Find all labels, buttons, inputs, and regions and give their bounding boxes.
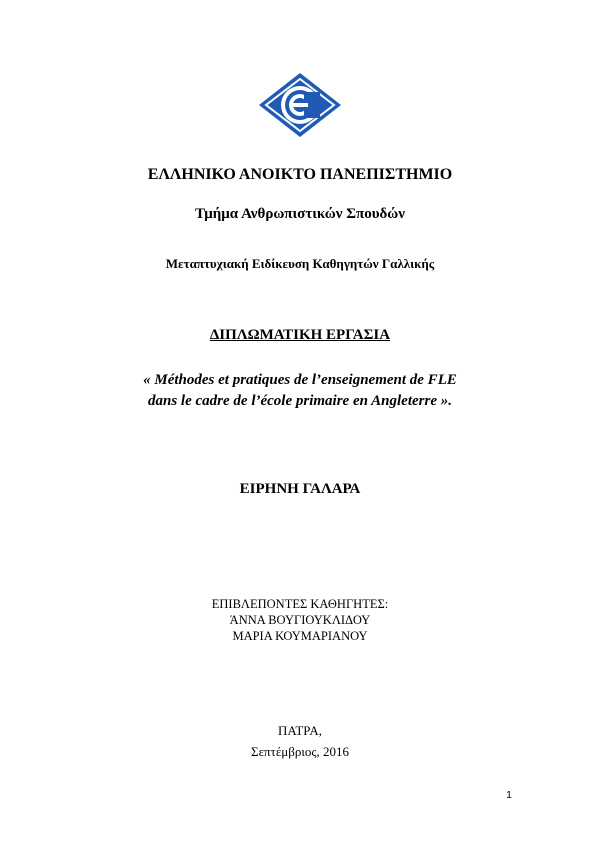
thesis-title-line-1: « Méthodes et pratiques de l’enseignement de FLE	[143, 372, 457, 388]
date: Σεπτέμβριος, 2016	[251, 744, 349, 759]
supervisor-name-2: ΜΑΡΙΑ ΚΟΥΜΑΡΙΑΝΟΥ	[232, 629, 368, 643]
thesis-title-line-2: dans le cadre de l’école primaire en Angleterre ».	[148, 393, 452, 409]
supervisors-heading: ΕΠΙΒΛΕΠΟΝΤΕΣ ΚΑΘΗΓΗΤΕΣ:	[211, 597, 389, 611]
supervisors-block	[0, 596, 600, 644]
thesis-label: ΔΙΠΛΩΜΑΤΙΚΗ ΕΡΓΑΣΙΑ	[209, 327, 391, 343]
author-name: ΕΙΡΗΝΗ ΓΑΛΑΡΑ	[239, 481, 361, 497]
university-name: ΕΛΛΗΝΙΚΟ ΑΝΟΙΚΤΟ ΠΑΝΕΠΙΣΤΗΜΙΟ	[147, 166, 453, 183]
thesis-title	[0, 370, 600, 412]
department-name: Τμήμα Ανθρωπιστικών Σπουδών	[195, 206, 405, 222]
page-number: 1	[506, 790, 512, 801]
university-logo-icon	[258, 72, 342, 138]
city: ΠΑΤΡΑ,	[278, 723, 322, 738]
specialization-name: Μεταπτυχιακή Ειδίκευση Καθηγητών Γαλλικής	[165, 256, 435, 271]
supervisor-name-1: ΆΝΝΑ ΒΟΥΓΙΟΥΚΛΙΔΟΥ	[229, 613, 371, 627]
